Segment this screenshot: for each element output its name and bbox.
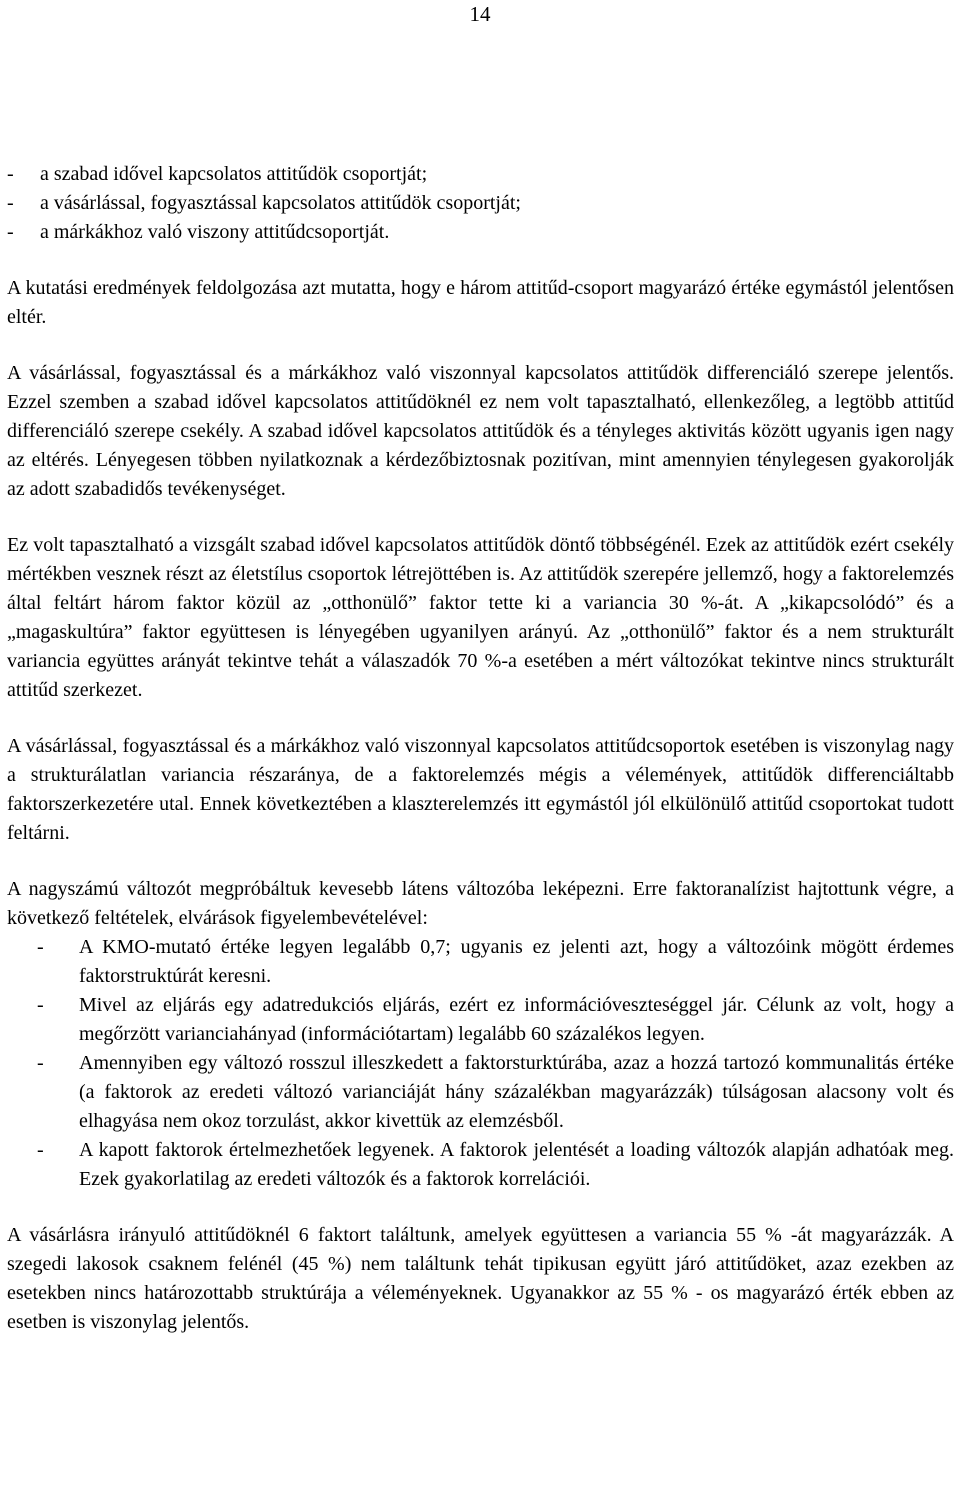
document-body	[7, 160, 954, 1337]
list-item-text: a szabad idővel kapcsolatos attitűdök csoportját;	[40, 163, 428, 185]
list-item	[7, 1136, 954, 1194]
list-dash: -	[37, 994, 44, 1016]
list-item-text: Mivel az eljárás egy adatredukciós eljárás, ezért ez információveszteséggel jár. Célunk az volt, hogy a megőrzött varianciahányad (információtartam) legalább 60 százalékos legyen.	[79, 994, 954, 1045]
list-item-text: A kapott faktorok értelmezhetőek legyenek. A faktorok jelentését a loading változók alapján adhatóak meg. Ezek gyakorlatilag az eredeti változók és a faktorok korrelációi.	[79, 1139, 954, 1190]
conditions-list	[7, 933, 954, 1194]
list-item	[7, 160, 954, 189]
list-item-text: a vásárlással, fogyasztással kapcsolatos attitűdök csoportját;	[40, 192, 521, 214]
paragraph-shopping-factors: A vásárlásra irányuló attitűdöknél 6 faktort találtunk, amelyek együttesen a variancia 55 % -át magyarázzák. A szegedi lakosok csaknem felénél (45 %) nem találtunk tehát tipikusan együtt járó attitűdöket, azaz ezekben az esetekben nincs határozottabb struktúrája a véleményeknek. Ugyanakkor az 55 % - os magyarázó érték ebben az esetben is viszonylag jelentős.	[7, 1224, 954, 1333]
list-dash: -	[37, 1139, 44, 1161]
list-dash: -	[7, 163, 14, 185]
paragraph-differentiation: A vásárlással, fogyasztással és a márkákhoz való viszonnyal kapcsolatos attitűdök differenciáló szerepe jelentős. Ezzel szemben a szabad idővel kapcsolatos attitűdöknél ez nem volt tapasztalható, ellenkezőleg, a legtöbb attitűd differenciáló szerepe csekély. A szabad idővel kapcsolatos attitűdök és a tényleges aktivitás között ugyanis igen nagy az eltérés. Lényegesen többen nyilatkoznak a kérdezőbiztosnak pozitívan, mint amennyien ténylegesen gyakorolják az adott szabadidős tevékenységet.	[7, 362, 954, 500]
paragraph-factor-analysis-intro: A nagyszámú változót megpróbáltuk kevesebb látens változóba leképezni. Erre faktoranalízist hajtottunk végre, a következő feltételek, elvárások figyelembevételével:	[7, 878, 954, 929]
list-item	[7, 218, 954, 247]
list-dash: -	[7, 221, 14, 243]
paragraph-shopping-attitudes: A vásárlással, fogyasztással és a márkákhoz való viszonnyal kapcsolatos attitűdcsoportok esetében is viszonylag nagy a strukturálatlan variancia részaránya, de a faktorelemzés mégis a vélemények, attitűdök differenciáltabb faktorszerkezetére utal. Ennek következtében a klaszterelemzés itt egymástól jól elkülönülő attitűd csoportokat tudott feltárni.	[7, 735, 954, 844]
page-number: 14	[469, 2, 491, 26]
paragraph-leisure-attitudes: Ez volt tapasztalható a vizsgált szabad idővel kapcsolatos attitűdök döntő többségénél. Ezek az attitűdök ezért csekély mértékben vesznek részt az életstílus csoportok létrejöttében is. Az attitűdök szerepére jellemző, hogy a faktorelemzés által feltárt három faktor közül az „otthonülő” faktor tette ki a variancia 30 %-át. A „kikapcsolódó” és a „magaskultúra” faktor együttesen is lényegében ugyanilyen arányú. Az „otthonülő” faktor és a nem strukturált variancia együttes arányát tekintve tehát a válaszadók 70 %-a esetében a mért változókat tekintve nincs strukturált attitűd szerkezet.	[7, 534, 954, 701]
paragraph-results: A kutatási eredmények feldolgozása azt mutatta, hogy e három attitűd-csoport magyarázó értéke egymástól jelentősen eltér.	[7, 277, 954, 328]
list-item-text: A KMO-mutató értéke legyen legalább 0,7; ugyanis ez jelenti azt, hogy a változóink mögött érdemes faktorstruktúrát keresni.	[79, 936, 954, 987]
list-dash: -	[37, 1052, 44, 1074]
list-dash: -	[37, 936, 44, 958]
list-item	[7, 189, 954, 218]
list-item	[7, 1049, 954, 1136]
attitude-groups-list	[7, 160, 954, 247]
list-item-text: a márkákhoz való viszony attitűdcsoportját.	[40, 221, 390, 243]
list-item	[7, 991, 954, 1049]
list-item	[7, 933, 954, 991]
list-item-text: Amennyiben egy változó rosszul illeszkedett a faktorsturktúrába, azaz a hozzá tartozó kommunalitás értéke (a faktorok az eredeti változó varianciáját hány százalékban magyarázzák) túlságosan alacsony volt és elhagyása nem okoz torzulást, akkor kivettük az elemzésből.	[79, 1052, 954, 1132]
list-dash: -	[7, 192, 14, 214]
